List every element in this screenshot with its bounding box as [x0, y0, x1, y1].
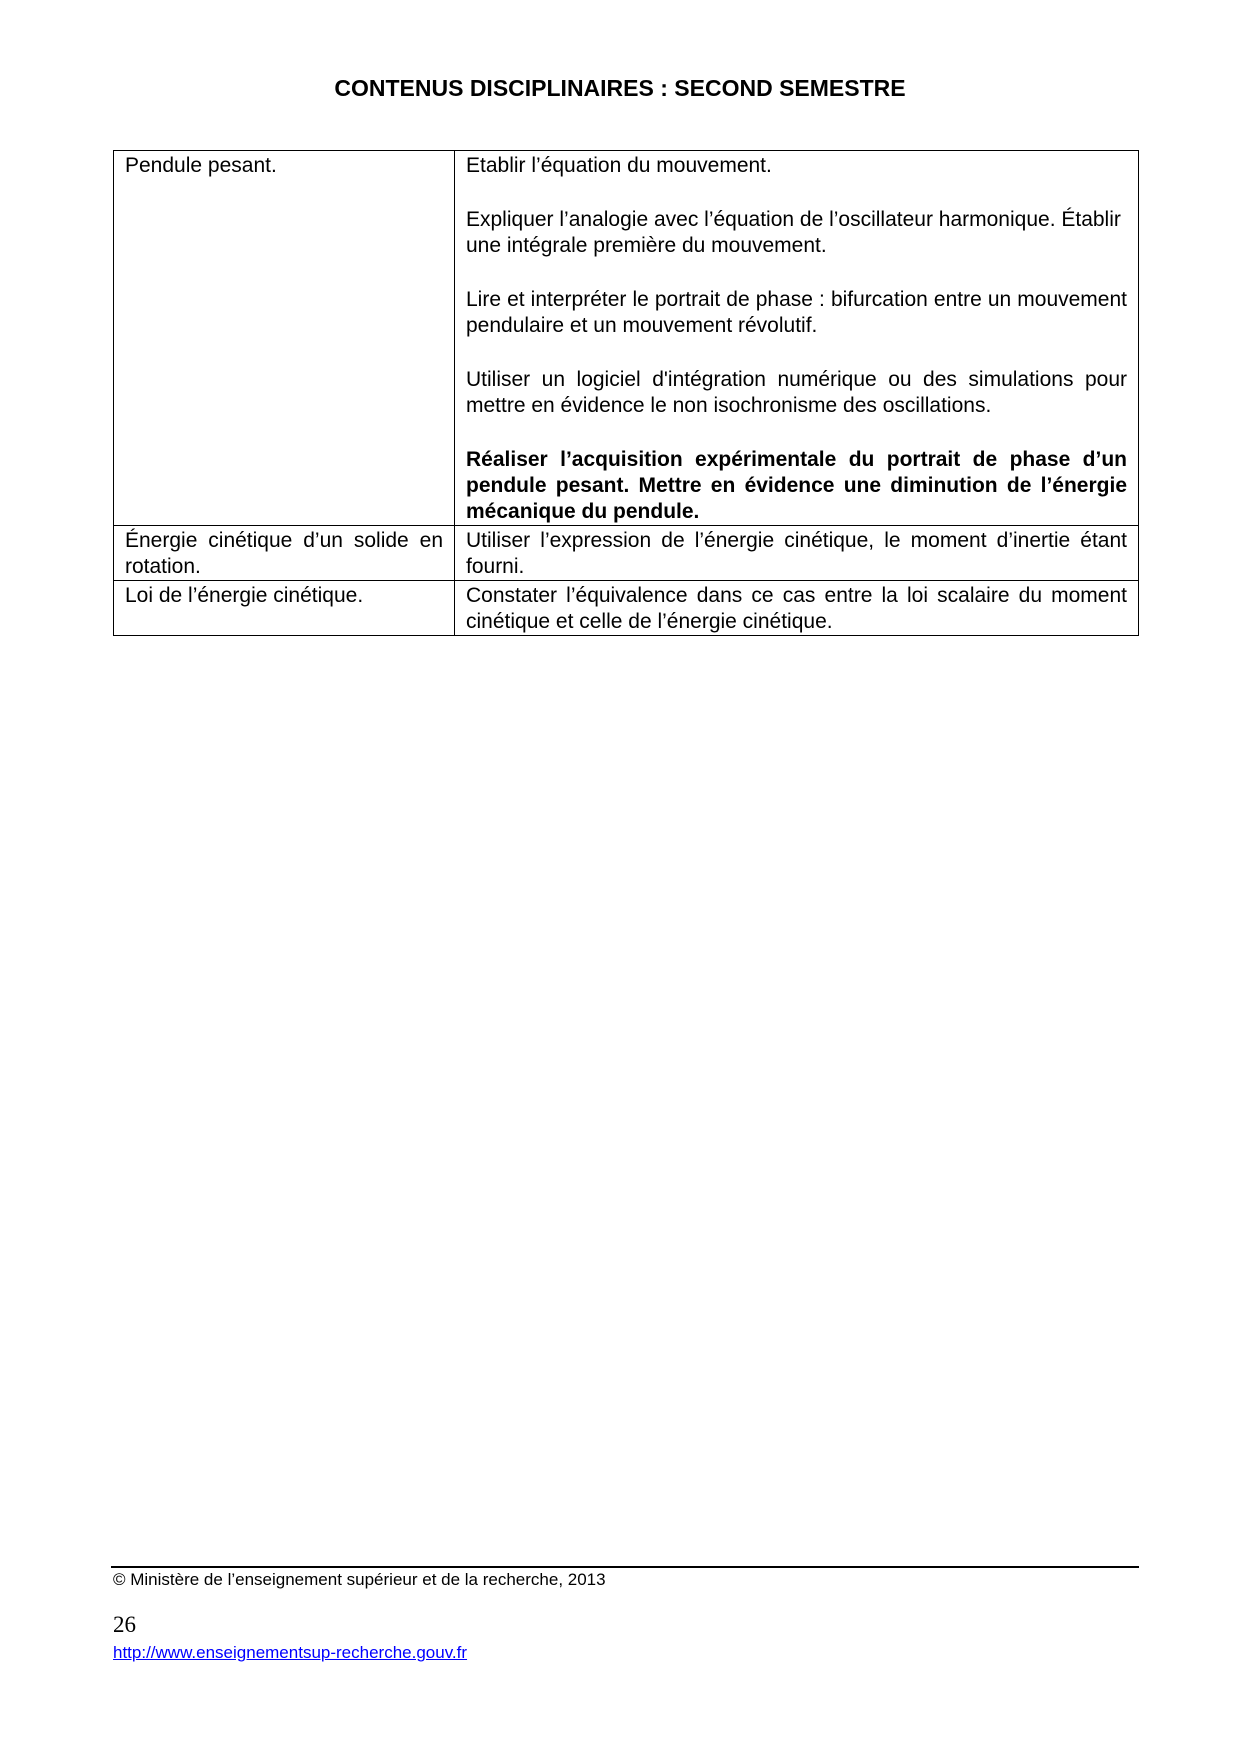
capacity-paragraph: Expliquer l’analogie avec l’équation de l’oscillateur harmonique. Établir une intégrale première du mouvement. — [466, 208, 1121, 257]
topic-cell: Pendule pesant. — [114, 151, 455, 526]
page-number: 26 — [113, 1612, 136, 1637]
table-row — [114, 581, 1139, 636]
footer-divider — [111, 1566, 1139, 1568]
capacity-cell: Constater l’équivalence dans ce cas entre la loi scalaire du moment cinétique et celle de l’énergie cinétique. — [455, 581, 1139, 636]
table-row — [114, 526, 1139, 581]
capacity-paragraph-bold: Réaliser l’acquisition expérimentale du portrait de phase d’un pendule pesant. Mettre en évidence une diminution de l’énergie mécanique du pendule. — [466, 448, 1127, 523]
page-title: CONTENUS DISCIPLINAIRES : SECOND SEMESTRE — [334, 75, 906, 101]
capacity-cell: Utiliser l’expression de l’énergie cinétique, le moment d’inertie étant fourni. — [455, 526, 1139, 581]
content-table — [113, 150, 1139, 636]
capacity-paragraph: Lire et interpréter le portrait de phase : bifurcation entre un mouvement pendulaire et un mouvement révolutif. — [466, 288, 1127, 337]
capacity-cell — [455, 151, 1139, 526]
topic-cell: Énergie cinétique d’un solide en rotation. — [114, 526, 455, 581]
website-link[interactable]: http://www.enseignementsup-recherche.gouv.fr — [113, 1643, 468, 1662]
capacity-paragraph: Etablir l’équation du mouvement. — [466, 154, 772, 177]
table-row — [114, 151, 1139, 526]
topic-cell: Loi de l’énergie cinétique. — [114, 581, 455, 636]
copyright-notice: © Ministère de l’enseignement supérieur et de la recherche, 2013 — [113, 1570, 606, 1589]
capacity-paragraph: Utiliser un logiciel d'intégration numérique ou des simulations pour mettre en évidence le non isochronisme des oscillations. — [466, 368, 1127, 417]
